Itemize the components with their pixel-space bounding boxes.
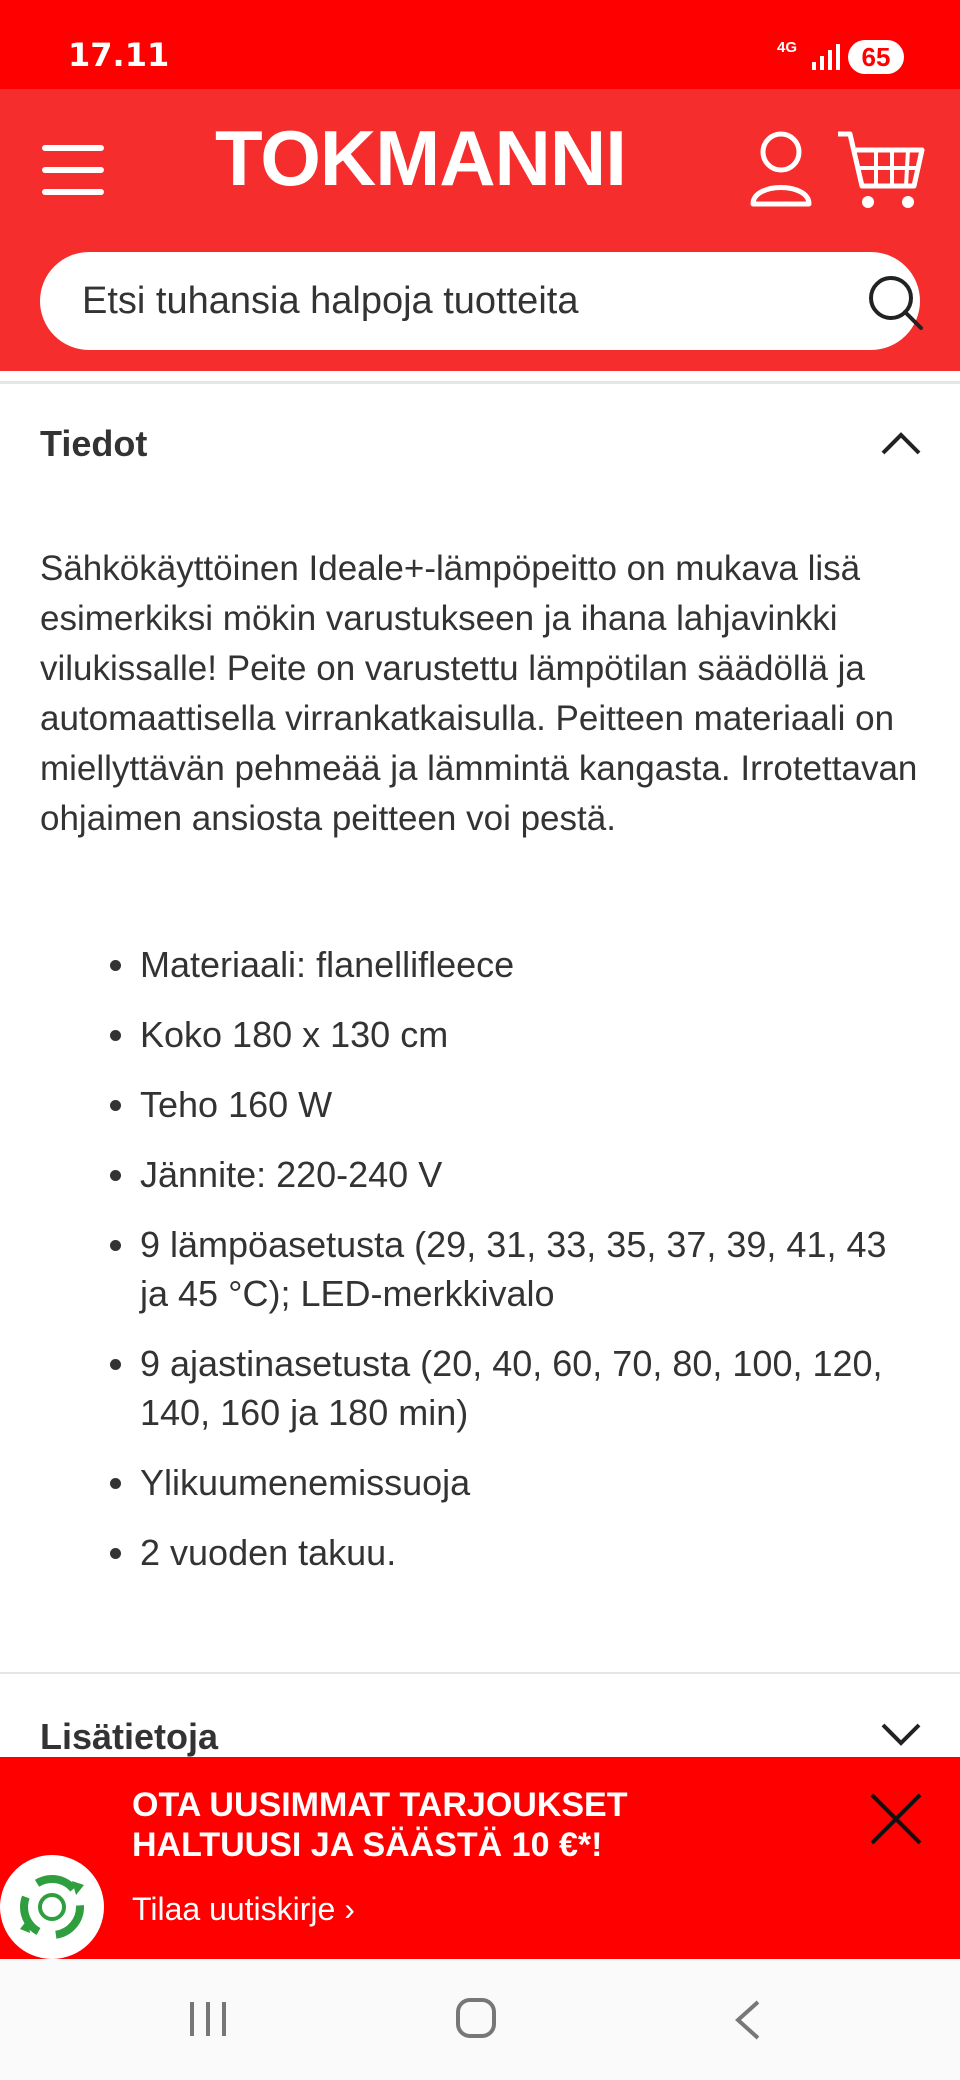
spec-item: Ylikuumenemissuoja [0,1458,960,1507]
search-bar[interactable] [40,252,920,350]
details-section-title[interactable]: Tiedot [40,423,148,464]
chevron-up-icon[interactable] [880,430,922,456]
cart-icon[interactable] [836,128,926,212]
divider [0,381,960,384]
nav-home-icon[interactable] [456,1998,496,2038]
user-icon[interactable] [748,130,814,210]
nav-recents-icon[interactable] [188,2000,230,2038]
subscribe-link[interactable]: Tilaa uutiskirje › [132,1891,355,1927]
spec-item: Teho 160 W [0,1080,960,1129]
battery-indicator: 65 [848,40,904,74]
spec-item: Jännite: 220-240 V [0,1150,960,1199]
spec-item: Materiaali: flanellifleece [0,940,960,989]
signal-icon [812,44,840,70]
chevron-down-icon[interactable] [880,1722,922,1748]
more-info-section-title[interactable]: Lisätietoja [40,1716,219,1757]
spec-item: 9 ajastinasetusta (20, 40, 60, 70, 80, 100, 120, 140, 160 ja 180 min) [0,1339,960,1437]
close-icon[interactable] [868,1791,924,1847]
newsletter-banner [0,1757,960,1959]
status-time: 17.11 [68,36,170,74]
spec-item: 2 vuoden takuu. [0,1528,960,1577]
divider [0,1672,960,1674]
spec-item: 9 lämpöasetusta (29, 31, 33, 35, 37, 39, 41, 43 ja 45 °C); LED-merkkivalo [0,1220,960,1318]
search-input[interactable]: Etsi tuhansia halpoja tuotteita [82,280,579,322]
spec-item: Koko 180 x 130 cm [0,1010,960,1059]
menu-icon[interactable] [42,145,106,195]
network-indicator: 4G [777,39,798,56]
recycle-icon [0,1855,104,1959]
spec-list [0,940,960,1598]
nav-back-icon[interactable] [732,1998,762,2042]
search-icon[interactable] [865,272,925,332]
banner-headline: OTA UUSIMMAT TARJOUKSET HALTUUSI JA SÄÄSTÄ 10 €*! [132,1786,628,1864]
tokmanni-logo[interactable]: TOKMANNI [215,114,626,202]
status-bar [0,0,960,89]
product-description: Sähkökäyttöinen Ideale+-lämpöpeitto on mukava lisä esimerkiksi mökin varustukseen ja ihana lahjavinkki vilukissalle! Peite on varustettu lämpötilan säädöllä ja automaattisella virrankatkaisulla. Peitteen materiaali on miellyttävän pehmeää ja lämmintä kangasta. Irrotettavan ohjaimen ansiosta peitteen voi pestä. [40,549,918,838]
recycle-badge[interactable] [0,1855,104,1959]
